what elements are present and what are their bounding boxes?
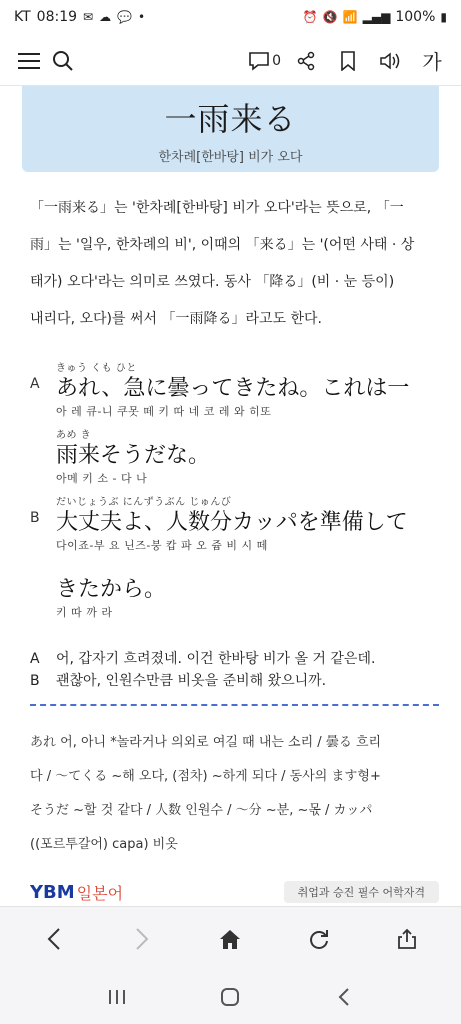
expression-subtitle: 한차례[한바탕] 비가 오다 (158, 150, 303, 165)
vocabulary-section (30, 726, 439, 862)
browser-bottom-nav (0, 906, 461, 970)
dot-icon: • (138, 10, 146, 24)
korean-reading: 아메 키 소 - 다 나 (56, 472, 148, 485)
korean-reading: 아 레 큐-니 쿠못 떼 키 따 네 코 레 와 히또 (56, 405, 272, 418)
furigana: だいじょうぶ にんずうぶん じゅんび (56, 497, 232, 508)
search-icon[interactable] (46, 44, 80, 78)
explanation-line: 내리다, 오다)를 써서 「一雨降る」라고도 한다. (30, 311, 322, 327)
dialog-row-a (30, 362, 439, 496)
share-icon[interactable] (289, 44, 323, 78)
cloud-icon: ☁ (99, 10, 112, 24)
translation-label: B (30, 673, 40, 689)
furigana: あめ き (56, 430, 92, 441)
vocab-line: ((포르투갈어) capa) 비옷 (30, 837, 178, 852)
title-card (22, 86, 439, 172)
refresh-icon[interactable] (299, 919, 339, 959)
menu-icon[interactable] (12, 44, 46, 78)
back-icon[interactable] (34, 919, 74, 959)
vocab-line: あれ 어, 아니 *놀라거나 의외로 여길 때 내는 소리 / 曇る 흐리 (30, 735, 382, 750)
furigana (56, 563, 439, 576)
ad-brand-sub: 일본어 (76, 883, 124, 903)
japanese-line: きたから。 (56, 577, 167, 602)
dialog-row-b (30, 496, 439, 630)
explanation-line: 「一雨来る」는 '한차례[한바탕] 비가 오다'라는 뜻으로, 「一 (30, 200, 404, 216)
comment-count: 0 (272, 52, 281, 69)
battery-icon: ▮ (440, 10, 447, 24)
korean-reading: 다이죠-부 요 닌즈-붕 캅 파 오 쥼 비 시 떼 (56, 539, 268, 552)
mail-icon: ✉ (83, 10, 94, 24)
translation-label: A (30, 651, 40, 667)
speaker-label: B (30, 510, 40, 526)
furigana: きゅう くも ひと (56, 363, 137, 374)
alarm-icon: ⏰ (302, 10, 318, 24)
speaker-icon[interactable] (373, 44, 407, 78)
dashed-divider (30, 704, 439, 706)
korean-reading: 키 따 까 라 (56, 606, 113, 619)
expression-title: 一雨来る (164, 100, 297, 138)
ad-brand: YBM (30, 881, 75, 903)
comment-button[interactable] (248, 51, 281, 71)
vocab-line: 다 / 〜てくる ~해 오다, (점차) ~하게 되다 / 동사의 ます형+ (30, 769, 381, 784)
comment-icon (248, 51, 270, 71)
vocab-line: そうだ ~할 것 같다 / 人数 인원수 / 〜分 ~분, ~몫 / カッパ (30, 803, 373, 818)
home-icon[interactable] (210, 919, 250, 959)
translation-text: 어, 갑자기 흐려졌네. 이건 한바탕 비가 올 거 같은데. (56, 651, 376, 667)
wifi-icon: 📶 (342, 10, 358, 24)
recent-apps-icon[interactable] (97, 977, 137, 1017)
system-back-icon[interactable] (324, 977, 364, 1017)
system-home-icon[interactable] (210, 977, 250, 1017)
translation-text: 괜찮아, 인원수만큼 비옷을 준비해 왔으니까. (56, 673, 327, 689)
signal-icon: ▂▄▆ (362, 10, 391, 24)
forward-icon[interactable] (122, 919, 162, 959)
clock: 08:19 (36, 9, 78, 25)
japanese-line: 大丈夫よ、人数分カッパを準備して (56, 510, 408, 535)
explanation-line: 태가) 오다'라는 의미로 쓰였다. 동사 「降る」(비 · 눈 등이) (30, 274, 395, 290)
mute-icon: 🔇 (322, 10, 338, 24)
ad-banner[interactable] (30, 880, 439, 904)
explanation-line: 雨」는 '일우, 한차례의 비', 이때의 「来る」는 '(어떤 사태 · 상 (30, 237, 415, 253)
share-out-icon[interactable] (387, 919, 427, 959)
battery-percent: 100% (395, 9, 436, 25)
article-toolbar (0, 36, 461, 86)
talk-icon: 💬 (117, 10, 133, 24)
font-size-button[interactable]: 가 (422, 50, 442, 74)
japanese-line: 雨来そうだな。 (56, 443, 211, 468)
article-content (0, 86, 461, 906)
translation-section (30, 648, 439, 692)
status-bar (0, 0, 461, 34)
bookmark-icon[interactable] (331, 44, 365, 78)
carrier-label: KT (14, 9, 31, 25)
ad-pill[interactable]: 취업과 승진 필수 어학자격 (284, 881, 439, 903)
speaker-label: A (30, 376, 40, 392)
explanation-text (30, 190, 431, 338)
dialog-section (30, 362, 439, 630)
japanese-line: あれ、急に曇ってきたね。これは一 (56, 376, 410, 401)
system-nav-bar (0, 970, 461, 1024)
